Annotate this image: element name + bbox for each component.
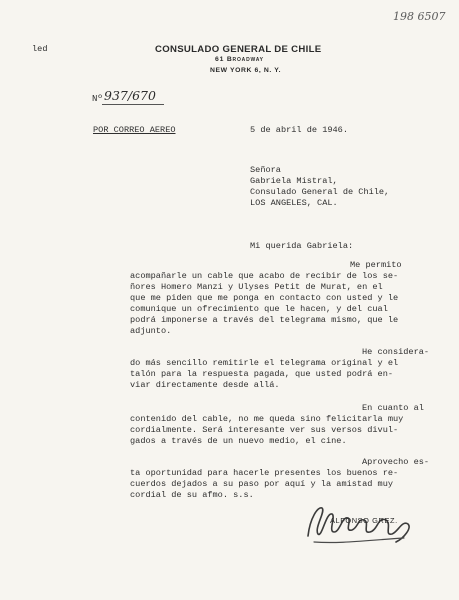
- body-line: que me piden que me ponga en contacto con usted y le: [130, 293, 399, 303]
- body-line: podrá imponerse a través del telegrama mismo, que le: [130, 315, 399, 325]
- recipient-line: LOS ANGELES, CAL.: [250, 198, 338, 208]
- letter-date: 5 de abril de 1946.: [250, 125, 348, 135]
- body-line: cordial de su afmo. s.s.: [130, 490, 254, 500]
- archive-annotation: 198 6507: [393, 10, 446, 23]
- letterhead-consulate-name: CONSULADO GENERAL DE CHILE: [155, 44, 322, 55]
- recipient-line: Gabriela Mistral,: [250, 176, 338, 186]
- body-line: En cuanto al: [362, 403, 424, 413]
- body-line: ta oportunidad para hacerle presentes los buenos re-: [130, 468, 399, 478]
- salutation: Mi querida Gabriela:: [250, 241, 354, 251]
- reference-number-value: 937/670: [104, 88, 156, 103]
- body-line: do más sencillo remitirle el telegrama original y el: [130, 358, 399, 368]
- reference-number-prefix: Nº: [92, 94, 103, 104]
- body-line: cordialmente. Será interesante ver sus versos divul-: [130, 425, 399, 435]
- body-line: viar directamente desde allá.: [130, 380, 280, 390]
- body-line: gados a través de un nuevo medio, el cine.: [130, 436, 347, 446]
- delivery-method: POR CORREO AEREO: [93, 125, 176, 135]
- signatory-name: ALFONSO GREZ.: [330, 516, 398, 525]
- recipient-line: Consulado General de Chile,: [250, 187, 390, 197]
- body-line: He considera-: [362, 347, 430, 357]
- body-line: acompañarle un cable que acabo de recibir de los se-: [130, 271, 399, 281]
- letterhead-street: 61 Broadway: [215, 56, 264, 63]
- body-line: talón para la respuesta pagada, que usted podrá en-: [130, 369, 394, 379]
- reference-number-underline: [102, 104, 164, 105]
- body-line: adjunto.: [130, 326, 172, 336]
- typist-initials: led: [32, 44, 48, 54]
- body-line: Aprovecho es-: [362, 457, 430, 467]
- body-line: cuerdos dejados a su paso por aquí y la amistad muy: [130, 479, 394, 489]
- recipient-line: Señora: [250, 165, 281, 175]
- body-line: comunique un ofrecimiento que le hacen, y del cual: [130, 304, 388, 314]
- body-line: Me permito: [350, 260, 402, 270]
- body-line: contenido del cable, no me queda sino felicitarla muy: [130, 414, 404, 424]
- body-line: ñores Homero Manzi y Ulyses Petit de Murat, en el: [130, 282, 383, 292]
- letterhead-city: NEW YORK 6, N. Y.: [210, 67, 282, 74]
